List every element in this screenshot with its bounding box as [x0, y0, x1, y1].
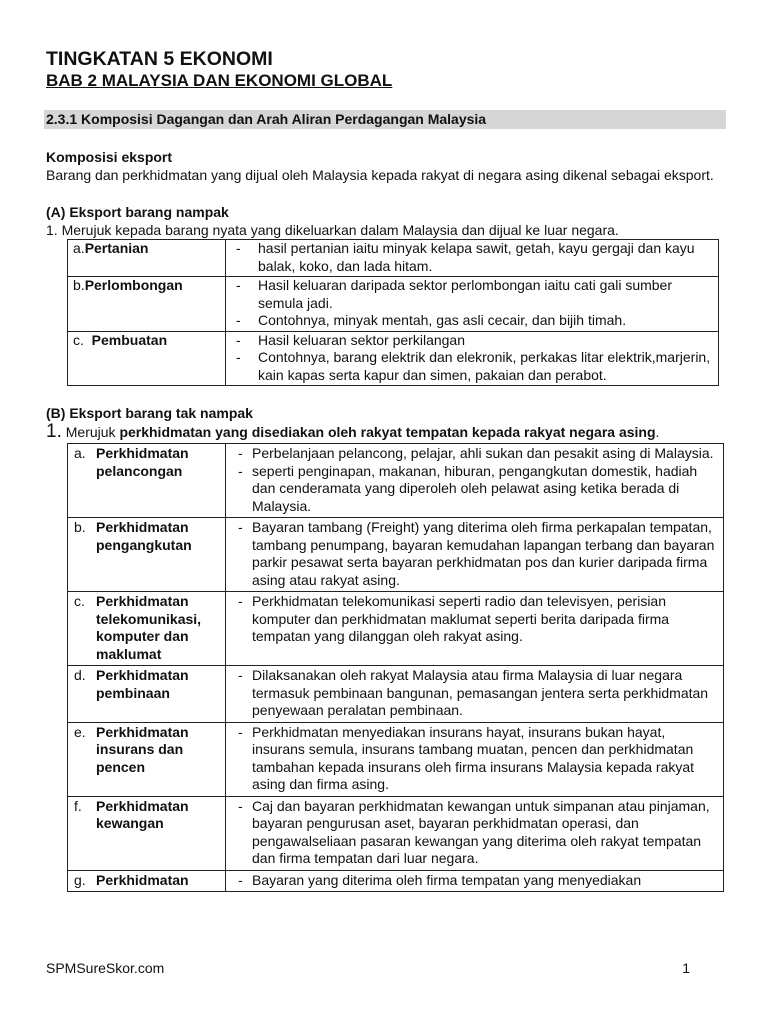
row-label: Perkhidmatan insurans dan pencen	[96, 723, 189, 775]
bullet: - seperti penginapan, makanan, hiburan, pengangkutan domestik, hadiah dan cenderamata yang diperoleh oleh pelawat asing ketika berada di Malaysia.	[238, 462, 698, 514]
footer-site: SPMSureSkor.com	[46, 960, 165, 976]
table-row	[68, 331, 719, 386]
part-a-point: 1. Merujuk kepada barang nyata yang dikeluarkan dalam Malaysia dan dijual ke luar negara.	[46, 221, 619, 238]
row-label: Perkhidmatan telekomunikasi, komputer dan maklumat	[96, 593, 202, 662]
bullet: - Contohnya, barang elektrik dan elekronik, perkakas litar elektrik,marjerin, kain kapas serta kapur dan simen, pakaian dan perabot.	[236, 349, 711, 383]
row-label: Perkhidmatan pelancongan	[96, 445, 189, 479]
row-label-cell: e. Perkhidmatan insurans dan pencen	[68, 722, 226, 796]
bullet: - Bayaran yang diterima oleh firma tempatan yang menyediakan	[238, 871, 642, 888]
row-label-cell: a. Perkhidmatan pelancongan	[68, 444, 226, 518]
row-label: Perkhidmatan pengangkutan	[96, 519, 192, 553]
table-row	[68, 592, 724, 666]
page-footer	[46, 960, 690, 978]
bullet: - Hasil keluaran daripada sektor perlombongan iaitu cati gali sumber semula jadi.	[236, 277, 673, 311]
table-row	[68, 444, 724, 518]
bullet: - hasil pertanian iaitu minyak kelapa sawit, getah, kayu gergaji dan kayu balak, koko, dan lada hitam.	[236, 240, 695, 274]
visible-exports-table	[67, 239, 719, 386]
table-row	[68, 870, 724, 892]
row-content-cell	[226, 796, 724, 870]
row-label: Pembuatan	[91, 331, 168, 348]
row-label-cell: a.Pertanian	[68, 240, 226, 277]
bullet: - Dilaksanakan oleh rakyat Malaysia atau firma Malaysia di luar negara termasuk pembinaan bangunan, pemasangan jentera serta perkhidmatan penyewaan peralatan pembinaan.	[238, 667, 709, 718]
subheading-komposisi: Komposisi eksport	[46, 149, 173, 165]
row-label-cell: b.Perlombongan	[68, 277, 226, 332]
bullet: - Perbelanjaan pelancong, pelajar, ahli sukan dan pesakit asing di Malaysia.	[238, 445, 714, 461]
row-label: Pertanian	[84, 240, 149, 256]
table-row	[68, 518, 724, 592]
section-heading: 2.3.1 Komposisi Dagangan dan Arah Aliran Perdagangan Malaysia	[44, 110, 726, 129]
part-b-heading: (B) Eksport barang tak nampak	[46, 405, 253, 421]
row-label-cell: b. Perkhidmatan pengangkutan	[68, 518, 226, 592]
table-row	[68, 277, 719, 332]
chapter-title: BAB 2 MALAYSIA DAN EKONOMI GLOBAL	[46, 71, 393, 90]
row-content-cell	[226, 444, 724, 518]
row-label-cell: g. Perkhidmatan	[68, 870, 226, 892]
page-number: 1	[682, 960, 690, 976]
row-content-cell	[226, 666, 724, 723]
row-content-cell	[226, 240, 719, 277]
page-title: TINGKATAN 5 EKONOMI	[46, 48, 273, 70]
part-b-point: 1. Merujuk perkhidmatan yang disediakan oleh rakyat tempatan kepada rakyat negara asing.	[46, 420, 660, 442]
row-label-cell: c. Perkhidmatan telekomunikasi, komputer dan maklumat	[68, 592, 226, 666]
bullet: - Bayaran tambang (Freight) yang diterima oleh firma perkapalan tempatan, tambang penumpang, bayaran kemudahan lapangan terbang dan bayaran parkir pesawat serta bayaran perkhidmatan pos dan kurier daripada firma asing atau rakyat asing.	[238, 519, 715, 588]
bullet: - Hasil keluaran sektor perkilangan	[236, 331, 465, 348]
row-content-cell	[226, 870, 724, 892]
bullet: - Perkhidmatan menyediakan insurans hayat, insurans bukan hayat, insurans semula, insurans tambang muatan, pencen dan perkhidmatan tambahan kepada insurans oleh firma insurans Malaysia kepada rakyat asing dan firma asing.	[238, 723, 695, 792]
table-row	[68, 796, 724, 870]
row-label: Perlombongan	[84, 277, 183, 293]
row-label-cell: d. Perkhidmatan pembinaan	[68, 666, 226, 723]
document-page	[46, 48, 726, 892]
table-row	[68, 240, 719, 277]
row-content-cell	[226, 331, 719, 386]
part-a-heading: (A) Eksport barang nampak	[46, 204, 229, 220]
row-content-cell	[226, 592, 724, 666]
row-label-cell: c. Pembuatan	[68, 331, 226, 386]
bullet: - Contohnya, minyak mentah, gas asli cecair, dan bijih timah.	[236, 312, 627, 328]
table-row	[68, 666, 724, 723]
bullet: - Caj dan bayaran perkhidmatan kewangan untuk simpanan atau pinjaman, bayaran pengurusan aset, bayaran perkhidmatan operasi, dan pengawalseliaan pasaran kewangan yang diterima oleh rakyat tempatan dan firma tempatan dari luar negara.	[238, 797, 710, 866]
row-content-cell	[226, 518, 724, 592]
row-label: Perkhidmatan kewangan	[96, 797, 189, 831]
row-label-cell: f. Perkhidmatan kewangan	[68, 796, 226, 870]
row-label: Perkhidmatan	[96, 871, 189, 888]
row-label: Perkhidmatan pembinaan	[96, 667, 189, 701]
bullet: - Perkhidmatan telekomunikasi seperti radio dan televisyen, perisian komputer dan perkhidmatan maklumat seperti berita daripada firma tempatan yang dilanggan oleh rakyat asing.	[238, 593, 670, 644]
row-content-cell	[226, 277, 719, 332]
table-row	[68, 722, 724, 796]
invisible-exports-table	[67, 443, 724, 892]
row-content-cell	[226, 722, 724, 796]
intro-paragraph: Barang dan perkhidmatan yang dijual oleh Malaysia kepada rakyat di negara asing dikenal sebagai eksport.	[46, 166, 714, 183]
